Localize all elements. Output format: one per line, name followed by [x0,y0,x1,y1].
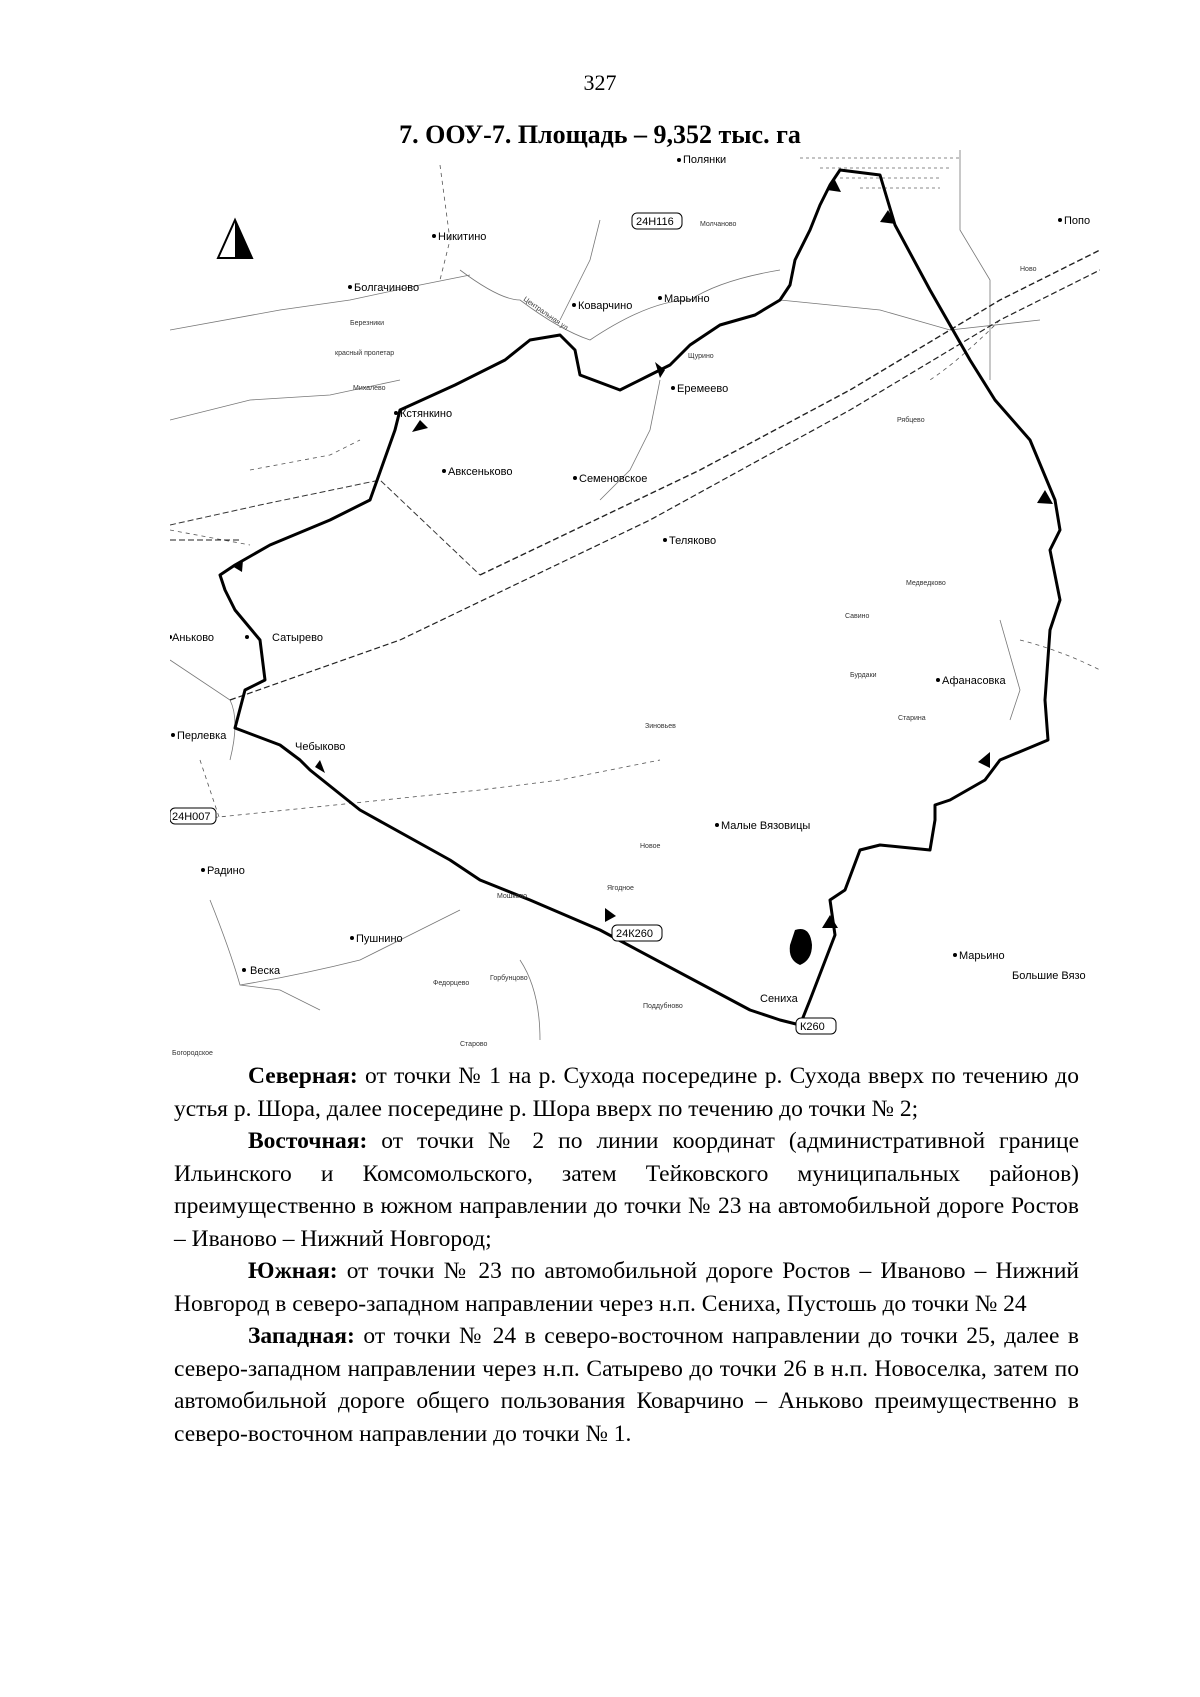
small-label: Горбунцово [490,975,528,982]
small-label: Новое [640,843,661,850]
settlement-label: Чебыково [295,741,346,753]
district-boundary-line [220,170,1060,1025]
north-text: от точки № 1 на р. Сухода посередине р. Сухода вверх по течению до устья р. Шора, далее посередине р. Шора вверх по течению до точки № 2; [174,1063,1079,1122]
small-label: Старина [898,715,926,722]
south-label: Южная: [248,1258,338,1284]
settlement-label: Перлевка [177,730,227,742]
south-boundary-paragraph [174,1255,1079,1320]
small-label: Медведково [906,580,946,587]
north-label: Северная: [248,1063,358,1089]
small-label: Михалево [353,385,386,392]
road-label-k260: К260 [800,1021,825,1033]
north-arrow-icon [218,220,252,258]
settlement-label: Еремеево [677,383,729,395]
small-label: Молчаново [700,221,737,228]
settlement-label: Болгачиново [354,282,420,294]
small-label: красный пролетар [335,350,395,357]
settlement-label: Теляково [669,535,717,547]
street-label: Центральная ул [521,295,569,332]
settlement-label: Веска [250,965,281,977]
settlement-label: Аньково [172,632,215,644]
settlement-label: Марьино [959,950,1005,962]
settlement-label: Сатырево [272,632,323,644]
settlement-label: Афанасовка [942,675,1006,687]
background-roads [170,150,1100,1040]
small-label: Федорцево [433,980,470,987]
lake-icon [790,929,812,965]
small-label: Зиновьев [645,723,676,730]
west-label: Западная: [248,1323,355,1349]
small-label: Рябцево [897,417,925,424]
small-label: Бурдаки [850,672,877,679]
small-label: Мошково [497,893,527,900]
west-text: от точки № 24 в северо-восточном направлении до точки 25, далее в северо-западном направлении через н.п. Сатырево до точки 26 в н.п. Новоселка, затем по автомобильной дороге общего пользования Коварчино – Аньково преимущественно в северо-восточном направлении до точки № 1. [174,1323,1079,1447]
settlement-label: Радино [207,865,245,877]
settlement-label: Попо [1064,215,1091,227]
settlement-label: Полянки [683,154,727,166]
settlement-label: Марьино [664,293,710,305]
settlement-label: Коварчино [578,300,633,312]
settlement-label: Семеновское [579,473,648,485]
small-label: Старово [460,1041,488,1048]
small-label: Ново [1020,266,1037,273]
south-text: от точки № 23 по автомобильной дороге Ростов – Иваново – Нижний Новгород в северо-западном направлении через н.п. Сениха, Пустошь до точки № 24 [174,1258,1079,1317]
settlement-label: Пушнино [356,933,403,945]
road-labels [170,213,836,1034]
boundary-map [170,150,1100,1070]
north-boundary-paragraph [174,1060,1079,1125]
small-label: Ягодное [607,885,634,892]
page-title: 7. ООУ-7. Площадь – 9,352 тыс. га [399,120,801,149]
small-label: Савино [845,613,870,620]
settlement-label: Малые Вязовицы [721,820,811,832]
settlement-label: Сениха [760,993,798,1005]
settlement-label: Кстянкино [400,408,453,420]
east-label: Восточная: [248,1128,368,1154]
boundary-description [174,1060,1079,1450]
settlement-label: Авксеньково [448,466,513,478]
small-label: Богородское [172,1050,213,1057]
small-label: Березники [350,320,385,327]
west-boundary-paragraph [174,1320,1079,1450]
east-boundary-paragraph [174,1125,1079,1255]
small-label: Щурино [688,353,714,360]
east-text: от точки № 2 по линии координат (административной границе Ильинского и Комсомольского, затем Тейковского муниципальных районов) преимущественно в южном направлении до точки № 23 на автомобильной дороге Ростов – Иваново – Нижний Новгород; [174,1128,1079,1252]
page-number: 327 [583,70,617,95]
road-label-24n007: 24Н007 [172,811,211,823]
road-label-24k260: 24К260 [616,928,653,940]
road-label-24n116: 24Н116 [636,216,674,228]
settlement-label: Никитино [438,231,487,243]
small-label: Поддубново [643,1003,683,1010]
forest-area [800,158,960,188]
settlement-label: Большие Вязо [1012,970,1086,982]
